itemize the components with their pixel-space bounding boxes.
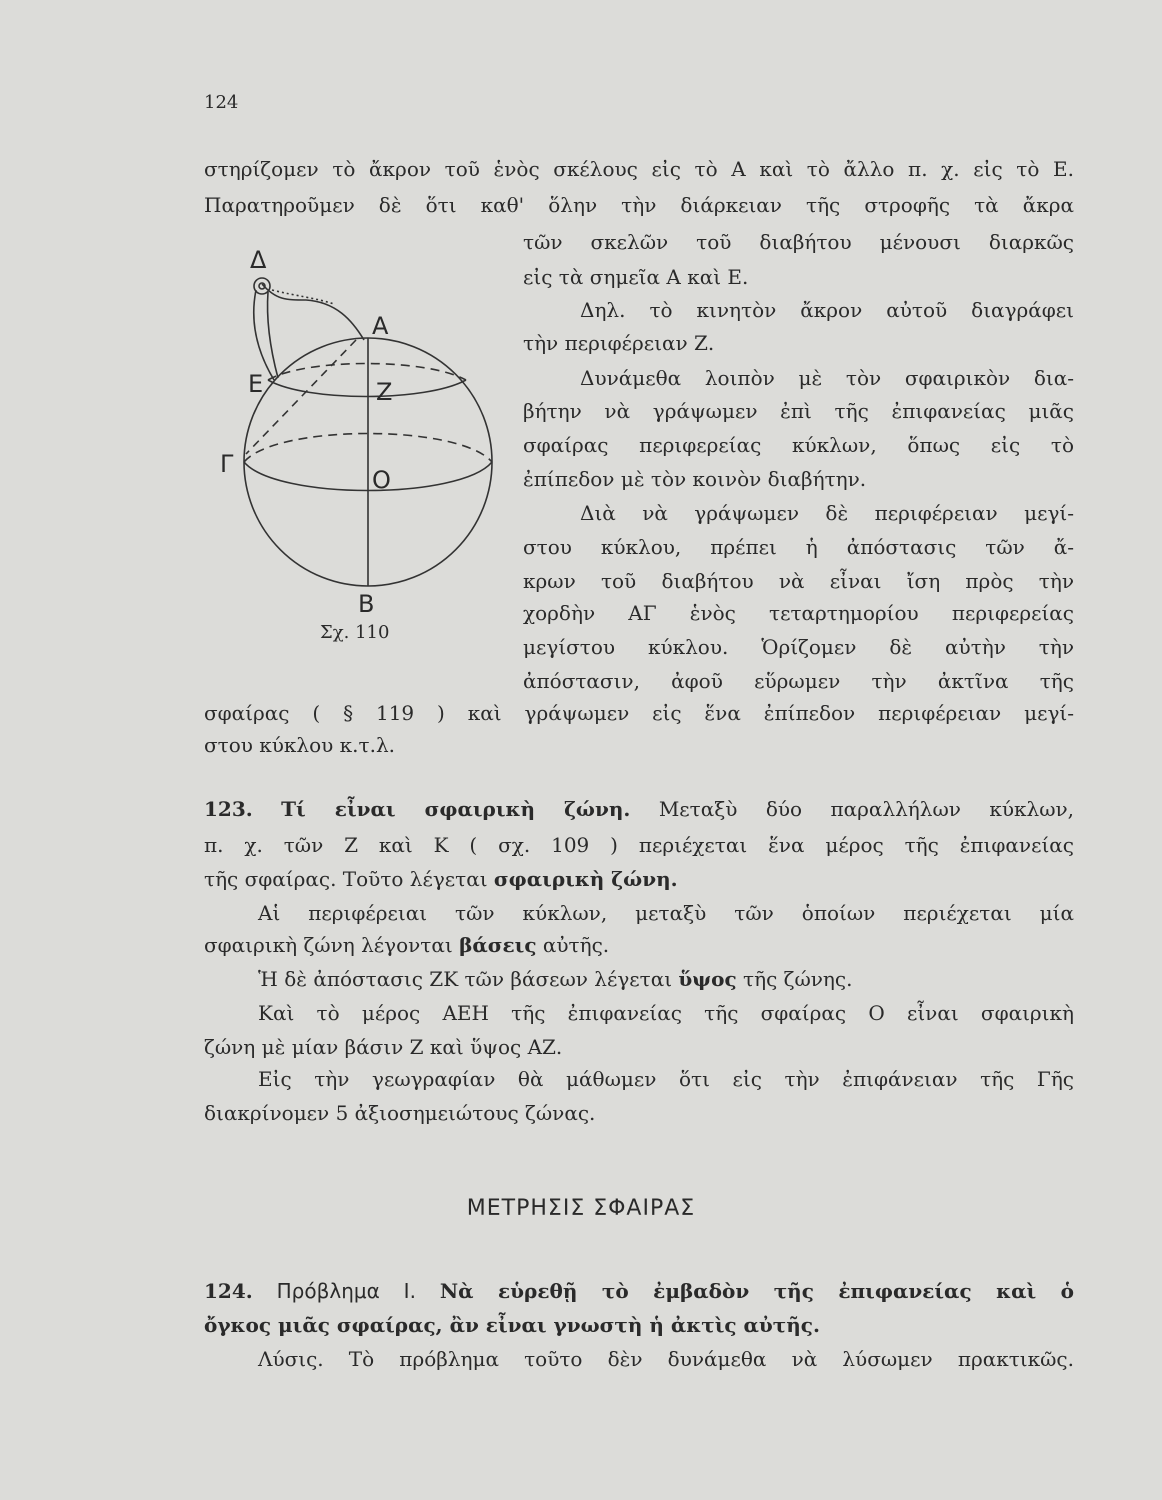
section-123-line-4: Αἱ περιφέρειαι τῶν κύκλων, μεταξὺ τῶν ὁποίων περιέχεται μία xyxy=(258,901,1074,925)
text-line-13: κρων τοῦ διαβήτου νὰ εἶναι ἴση πρὸς τὴν xyxy=(523,569,1074,593)
section-124-title-2: ὄγκος μιᾶς σφαίρας, ἂν εἶναι γνωστὴ ἡ ἀκτὶς αὐτῆς. xyxy=(204,1313,820,1337)
compass-pivot xyxy=(254,278,270,294)
text-line-10: ἐπίπεδον μὲ τὸν κοινὸν διαβήτην. xyxy=(523,467,867,491)
section-123-line-6 xyxy=(258,966,1074,992)
label-delta: Δ xyxy=(250,246,267,274)
text-line-11: Διὰ νὰ γράψωμεν δὲ περιφέρειαν μεγί- xyxy=(580,501,1074,525)
label-z: Ζ xyxy=(376,378,393,406)
text-line-15: μεγίστου κύκλου. Ὁρίζομεν δὲ αὐτὴν τὴν xyxy=(523,635,1074,659)
text-line-2: Παρατηροῦμεν δὲ ὅτι καθ' ὅλην τὴν διάρκειαν τῆς στροφῆς τὰ ἄκρα xyxy=(204,193,1074,217)
text-line-12: στου κύκλου, πρέπει ἡ ἀπόστασις τῶν ἄ- xyxy=(523,535,1074,559)
section-123-line-1-rest: Μεταξὺ δύο παραλλήλων κύκλων, xyxy=(658,797,1075,821)
text-line-4: εἰς τὰ σημεῖα Α καὶ Ε. xyxy=(523,265,749,289)
sphere-figure xyxy=(216,240,516,624)
section-124-line-2 xyxy=(204,1312,1074,1338)
sphere-diagram xyxy=(216,240,516,620)
section-123-line-6-text: Ἡ δὲ ἀπόστασις ΖΚ τῶν βάσεων λέγεται xyxy=(258,967,673,991)
section-123-line-10: διακρίνομεν 5 ἀξιοσημειώτους ζώνας. xyxy=(204,1101,596,1125)
label-o: Ο xyxy=(372,466,391,494)
label-gamma: Γ xyxy=(220,450,234,478)
section-123-line-8: ζώνη μὲ μίαν βάσιν Ζ καὶ ὕψος ΑΖ. xyxy=(204,1035,563,1059)
label-a: Α xyxy=(372,312,389,340)
text-line-9: σφαίρας περιφερείας κύκλων, ὅπως εἰς τὸ xyxy=(523,433,1074,457)
figure-caption: Σχ. 110 xyxy=(320,622,390,643)
compass-leg-inner xyxy=(267,292,278,378)
section-123-line-6-post: τῆς ζώνης. xyxy=(743,967,853,991)
section-123-line-7: Καὶ τὸ μέρος ΑΕΗ τῆς ἐπιφανείας τῆς σφαίρας Ο εἶναι σφαιρικὴ xyxy=(258,1001,1074,1025)
text-line-6: τὴν περιφέρειαν Ζ. xyxy=(523,331,715,355)
text-line-16: ἀπόστασιν, ἀφοῦ εὕρωμεν τὴν ἀκτῖνα τῆς xyxy=(523,669,1074,693)
compass-leg-outer xyxy=(254,290,274,380)
section-123-line-3-text: τῆς σφαίρας. Τοῦτο λέγεται xyxy=(204,867,488,891)
text-line-5: Δηλ. τὸ κινητὸν ἄκρον αὐτοῦ διαγράφει xyxy=(580,298,1074,322)
text-line-14: χορδὴν ΑΓ ἑνὸς τεταρτημορίου περιφερείας xyxy=(523,601,1074,625)
section-124-line-3: Λύσις. Τὸ πρόβλημα τοῦτο δὲν δυνάμεθα νὰ λύσωμεν πρακτικῶς. xyxy=(258,1347,1074,1371)
compass-arm xyxy=(262,284,364,340)
section-123-line-9: Εἰς τὴν γεωγραφίαν θὰ μάθωμεν ὅτι εἰς τὴν ἐπιφάνειαν τῆς Γῆς xyxy=(258,1067,1074,1091)
term-height: ὕψος xyxy=(678,967,737,991)
section-124-title-1: Νὰ εὑρεθῇ τὸ ἐμβαδὸν τῆς ἐπιφανείας καὶ ὁ xyxy=(439,1279,1075,1303)
small-circle-back xyxy=(268,364,466,381)
section-124-number: 124. xyxy=(204,1279,253,1303)
label-b: Β xyxy=(358,590,375,618)
text-line-8: βήτην νὰ γράψωμεν ἐπὶ τῆς ἐπιφανείας μιᾶς xyxy=(523,399,1074,423)
text-line-3: τῶν σκελῶν τοῦ διαβήτου μένουσι διαρκῶς xyxy=(523,230,1074,254)
section-123-line-5-post: αὐτῆς. xyxy=(542,933,610,957)
section-123-title: Τί εἶναι σφαιρικὴ ζώνη. xyxy=(281,797,631,821)
text-line-18: στου κύκλου κ.τ.λ. xyxy=(204,733,395,757)
section-123-line-2: π. χ. τῶν Ζ καὶ Κ ( σχ. 109 ) περιέχεται ἕνα μέρος τῆς ἐπιφανείας xyxy=(204,833,1074,857)
label-e: Ε xyxy=(248,370,264,398)
section-124-line-1 xyxy=(204,1278,1074,1304)
term-bases: βάσεις xyxy=(459,933,537,957)
term-spherical-zone: σφαιρικὴ ζώνη. xyxy=(493,867,678,891)
text-line-1: στηρίζομεν τὸ ἄκρον τοῦ ἑνὸς σκέλους εἰς τὸ Α καὶ τὸ ἄλλο π. χ. εἰς τὸ Ε. xyxy=(204,157,1074,181)
section-123-number: 123. xyxy=(204,797,253,821)
compass-arm-shade xyxy=(272,290,334,304)
section-123-line-1 xyxy=(204,796,1074,822)
section-123-line-3 xyxy=(204,866,1074,892)
text-line-7: Δυνάμεθα λοιπὸν μὲ τὸν σφαιρικὸν δια- xyxy=(580,366,1074,390)
section-123-line-5-text: σφαιρικὴ ζώνη λέγονται xyxy=(204,933,453,957)
page-number: 124 xyxy=(204,92,239,113)
section-123-line-5 xyxy=(204,932,1074,958)
problem-label: Πρόβλημα Ι. xyxy=(276,1279,416,1303)
small-circle-front xyxy=(268,380,466,397)
text-line-17: σφαίρας ( § 119 ) καὶ γράψωμεν εἰς ἕνα ἐπίπεδον περιφέρειαν μεγί- xyxy=(204,701,1074,725)
section-heading: ΜΕΤΡΗΣΙΣ ΣΦΑΙΡΑΣ xyxy=(466,1196,696,1221)
